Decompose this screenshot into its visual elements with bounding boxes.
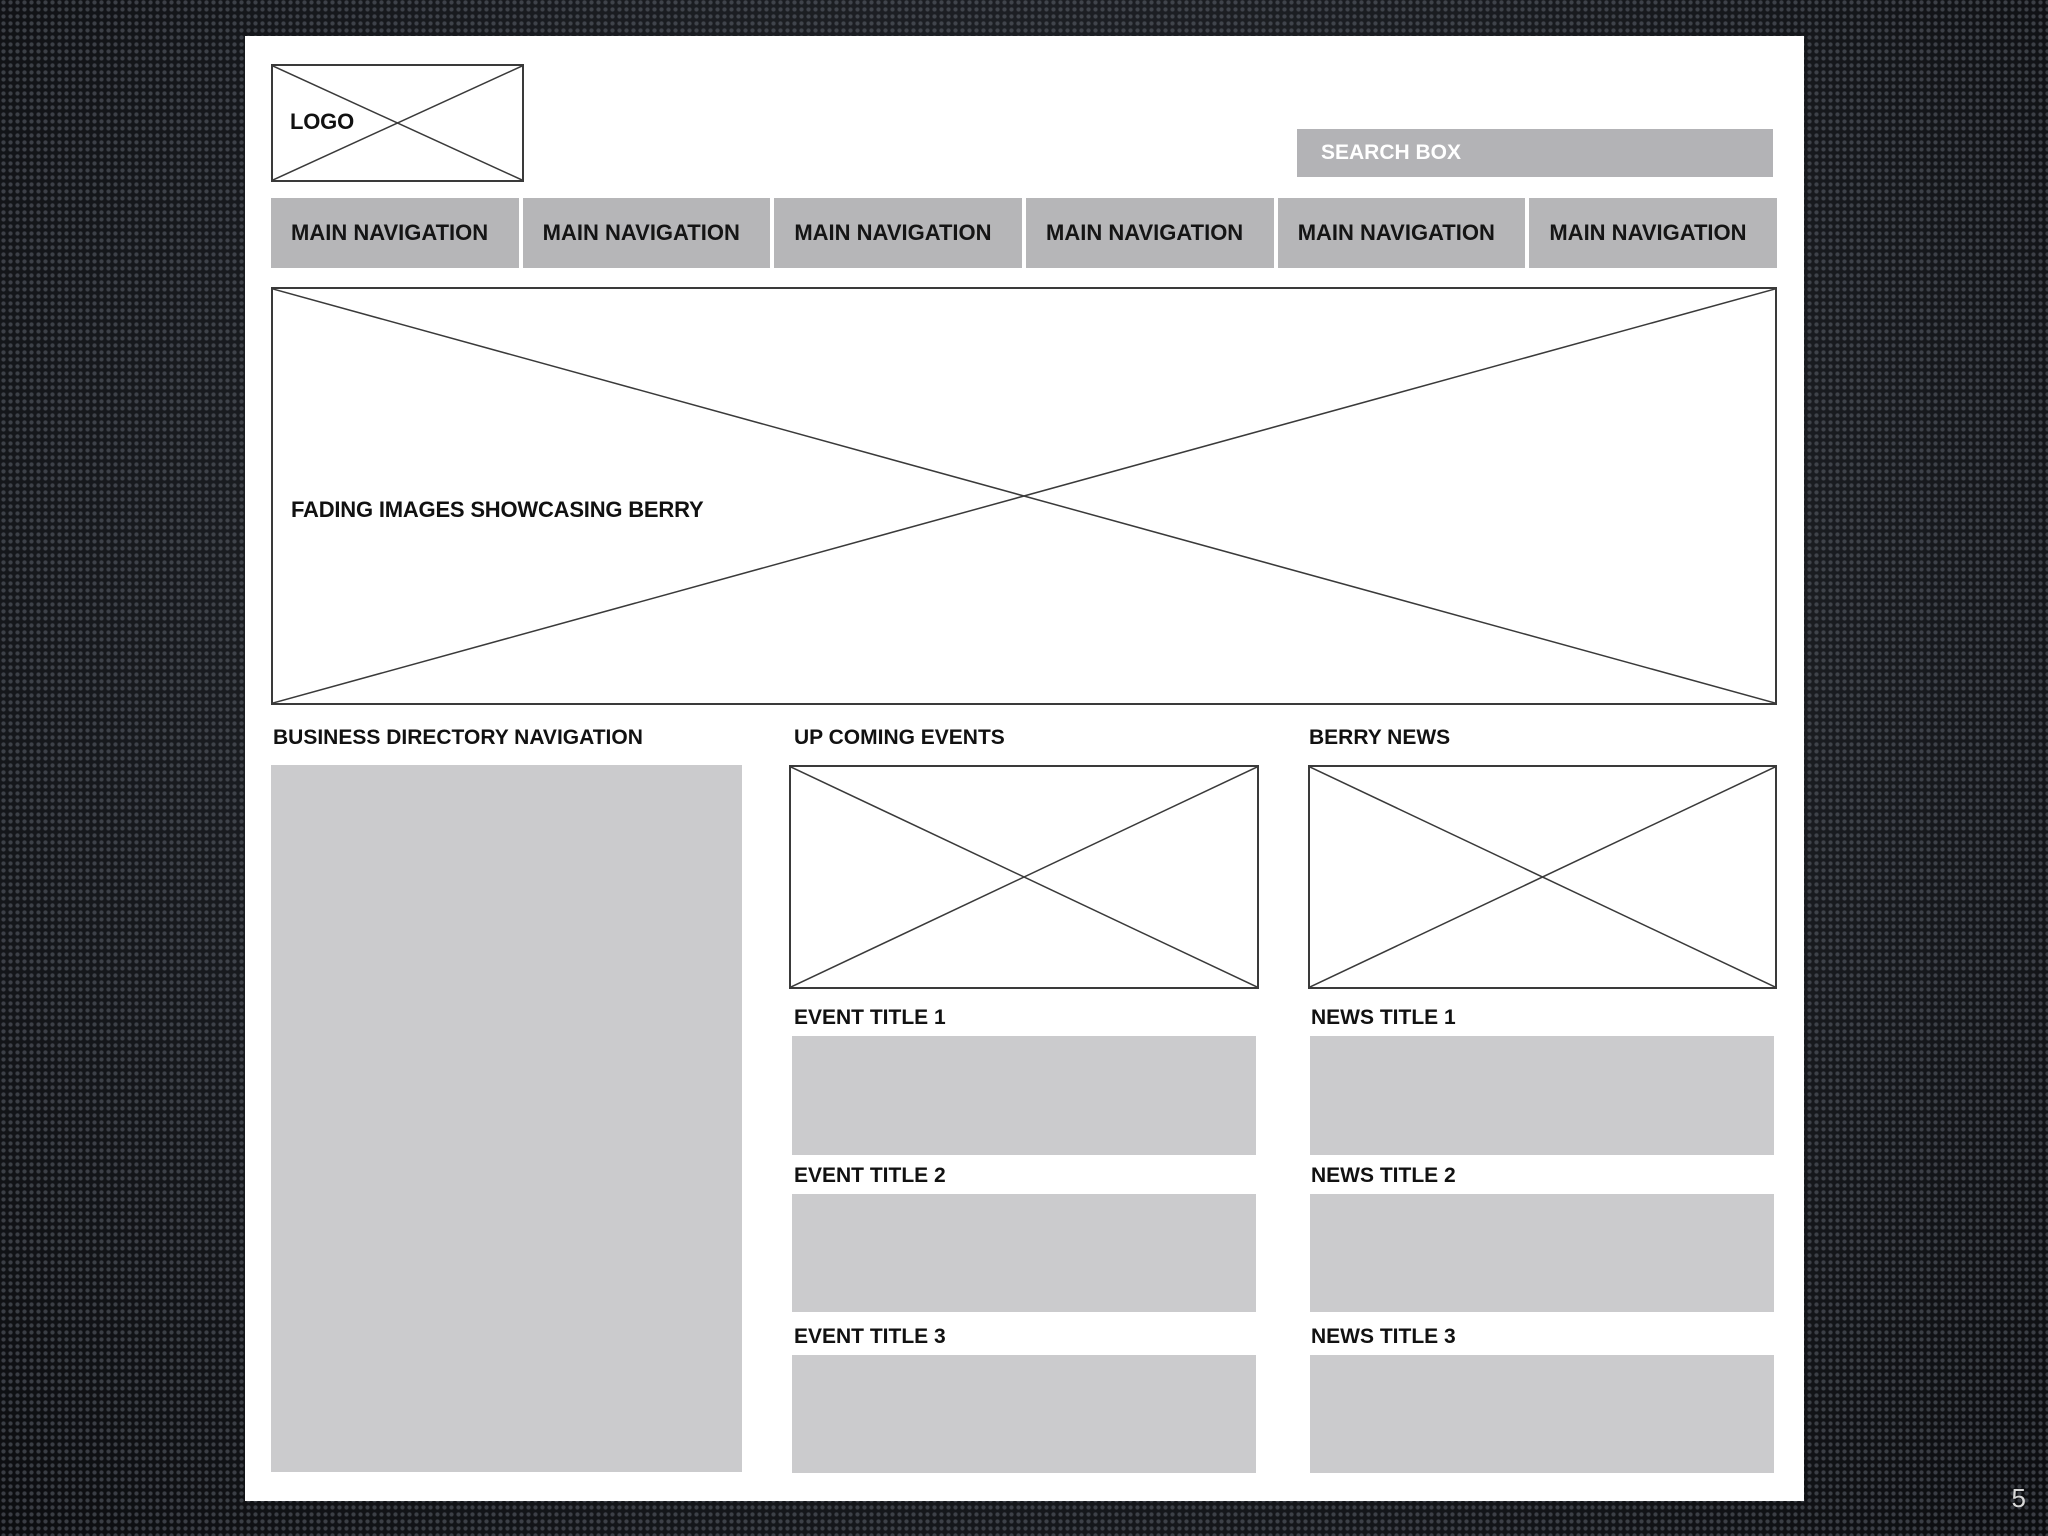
event-title[interactable]: EVENT TITLE 3 <box>794 1325 946 1348</box>
news-content <box>1310 1355 1774 1473</box>
nav-item-4[interactable]: MAIN NAVIGATION <box>1026 198 1274 268</box>
news-item-title[interactable]: NEWS TITLE 1 <box>1311 1006 1456 1029</box>
nav-item-3[interactable]: MAIN NAVIGATION <box>774 198 1022 268</box>
search-input[interactable]: SEARCH BOX <box>1297 129 1773 177</box>
event-title[interactable]: EVENT TITLE 1 <box>794 1006 946 1029</box>
logo-label: LOGO <box>290 109 354 134</box>
business-directory-panel[interactable] <box>271 765 742 1472</box>
hero-image-placeholder[interactable] <box>271 287 1777 705</box>
nav-item-5[interactable]: MAIN NAVIGATION <box>1278 198 1526 268</box>
event-content <box>792 1036 1256 1155</box>
image-placeholder-icon <box>273 289 1775 703</box>
event-image-placeholder[interactable] <box>789 765 1259 989</box>
news-item-title[interactable]: NEWS TITLE 2 <box>1311 1164 1456 1187</box>
business-directory-title: BUSINESS DIRECTORY NAVIGATION <box>273 726 643 749</box>
events-title: UP COMING EVENTS <box>794 726 1005 749</box>
news-item-title[interactable]: NEWS TITLE 3 <box>1311 1325 1456 1348</box>
image-placeholder-icon <box>791 767 1257 987</box>
event-content <box>792 1355 1256 1473</box>
logo-placeholder[interactable] <box>271 64 524 182</box>
nav-item-1[interactable]: MAIN NAVIGATION <box>271 198 519 268</box>
event-title[interactable]: EVENT TITLE 2 <box>794 1164 946 1187</box>
main-navigation <box>271 198 1777 268</box>
news-image-placeholder[interactable] <box>1308 765 1777 989</box>
event-content <box>792 1194 1256 1312</box>
news-title: BERRY NEWS <box>1309 726 1451 749</box>
nav-item-2[interactable]: MAIN NAVIGATION <box>523 198 771 268</box>
slide-number: 5 <box>2011 1483 2026 1513</box>
news-content <box>1310 1194 1774 1312</box>
hero-label: FADING IMAGES SHOWCASING BERRY <box>291 497 704 522</box>
news-content <box>1310 1036 1774 1155</box>
nav-item-6[interactable]: MAIN NAVIGATION <box>1529 198 1777 268</box>
image-placeholder-icon <box>1310 767 1775 987</box>
wireframe-page <box>245 36 1804 1501</box>
